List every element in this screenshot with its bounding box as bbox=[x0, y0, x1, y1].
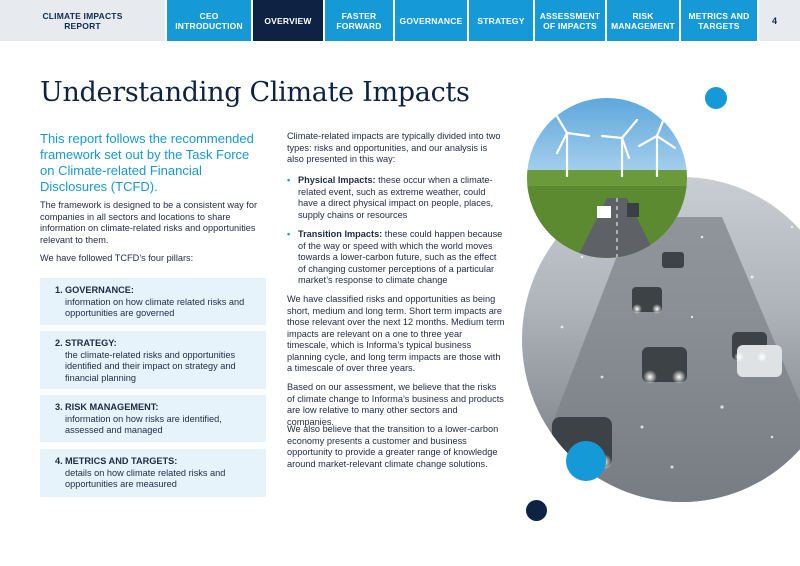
pillar-number: 2. bbox=[55, 338, 63, 348]
tab-strategy[interactable] bbox=[467, 0, 533, 41]
bullet-physical-impacts bbox=[287, 175, 505, 221]
brand-line-1: CLIMATE IMPACTS bbox=[42, 10, 123, 21]
impacts-intro-paragraph: Climate-related impacts are typically divided into two types: risks and opportunities, and our analysis is also presented in this way: bbox=[287, 131, 501, 164]
bullet-transition-impacts bbox=[287, 229, 505, 287]
timescale-paragraph: We have classified risks and opportunities as being short, medium and long term. Short term impacts are those relevant over the next 12 months. Medium term impacts are relevant on a one to three year timescale, which is Informa’s typical business planning cycle, and long term impacts are those with a timescale of over three years. bbox=[287, 294, 505, 373]
pillar-number: 4. bbox=[55, 456, 63, 466]
pillar-description: details on how climate related risks and opportunities are measured bbox=[65, 467, 226, 489]
pillar-heading: RISK MANAGEMENT: bbox=[65, 402, 159, 412]
tab-faster-forward[interactable] bbox=[323, 0, 393, 41]
pillar-heading: STRATEGY: bbox=[65, 338, 117, 348]
pillar-governance bbox=[40, 278, 266, 325]
tab-label: CEO bbox=[199, 10, 219, 21]
pillar-description: information on how risks are identified, assessed and managed bbox=[65, 413, 222, 435]
report-brand[interactable] bbox=[0, 0, 165, 41]
pillar-metrics-and-targets bbox=[40, 449, 266, 497]
tab-ceo-introduction[interactable] bbox=[165, 0, 251, 41]
wind-turbine-illustration bbox=[527, 98, 687, 258]
pillar-number: 3. bbox=[55, 402, 63, 412]
pillar-heading: METRICS AND TARGETS: bbox=[65, 456, 178, 466]
decorative-blue-circle bbox=[566, 441, 606, 481]
decorative-navy-dot bbox=[526, 500, 547, 521]
tab-label: METRICS AND bbox=[688, 10, 750, 21]
tab-governance[interactable] bbox=[393, 0, 467, 41]
tab-metrics-and-targets[interactable] bbox=[679, 0, 757, 41]
opportunity-paragraph: We also believe that the transition to a lower-carbon economy presents a customer and business opportunity to provide a greater range of knowledge around market-relevant climate change solutions. bbox=[287, 424, 499, 469]
tab-overview[interactable] bbox=[251, 0, 323, 41]
bullet-heading: Transition Impacts: bbox=[298, 229, 383, 239]
tab-label: GOVERNANCE bbox=[399, 15, 463, 26]
pillars-lead-in: We have followed TCFD’s four pillars: bbox=[40, 253, 194, 263]
tab-label: INTRODUCTION bbox=[175, 20, 243, 31]
tab-assessment-of-impacts[interactable] bbox=[533, 0, 605, 41]
page-number: 4 bbox=[757, 0, 790, 41]
bullet-text: these occur when a climate-related event, such as extreme weather, could have a direct physical impact on people, places, supply chains or resources bbox=[298, 175, 494, 220]
tab-label: OVERVIEW bbox=[264, 15, 312, 26]
tab-label: STRATEGY bbox=[477, 15, 525, 26]
intro-statement: This report follows the recommended framework set out by the Task Force on Climate-related Financial Disclosures (TCFD). bbox=[40, 131, 254, 194]
pillar-number: 1. bbox=[55, 285, 63, 295]
framework-paragraph: The framework is designed to be a consistent way for companies in all sectors and locations to share information on climate-related risks and opportunities relevant to them. bbox=[40, 200, 258, 245]
bullet-dot-icon: • bbox=[287, 175, 291, 185]
tab-label: FORWARD bbox=[336, 20, 382, 31]
wind-turbines-photo bbox=[527, 98, 687, 258]
tab-label: FASTER bbox=[341, 10, 377, 21]
tab-label: MANAGEMENT bbox=[611, 20, 675, 31]
pillar-heading: GOVERNANCE: bbox=[65, 285, 134, 295]
page-title: Understanding Climate Impacts bbox=[40, 77, 470, 108]
bullet-heading: Physical Impacts: bbox=[298, 175, 376, 185]
pillar-description: the climate-related risks and opportunities identified and their impact on strategy and financial planning bbox=[65, 349, 236, 383]
decorative-blue-dot bbox=[705, 87, 727, 109]
tab-label: ASSESSMENT bbox=[539, 10, 601, 21]
pillar-description: information on how climate related risks and opportunities are governed bbox=[65, 296, 245, 318]
tab-label: OF IMPACTS bbox=[543, 20, 597, 31]
tab-label: RISK bbox=[632, 10, 654, 21]
bullet-text: these could happen because of the way or speed with which the world moves towards a lower-carbon future, such as the effect of changing customer perceptions of a particular market’s response to climate change bbox=[298, 229, 503, 285]
tab-label: TARGETS bbox=[698, 20, 740, 31]
tab-risk-management[interactable] bbox=[605, 0, 679, 41]
brand-line-2: REPORT bbox=[64, 20, 101, 31]
bullet-dot-icon: • bbox=[287, 229, 291, 239]
assessment-paragraph: Based on our assessment, we believe that the risks of climate change to Informa’s business and products are low relative to many other sectors and companies. bbox=[287, 382, 504, 427]
pillar-strategy bbox=[40, 331, 266, 389]
pillar-risk-management bbox=[40, 395, 266, 442]
top-navigation bbox=[0, 0, 800, 41]
